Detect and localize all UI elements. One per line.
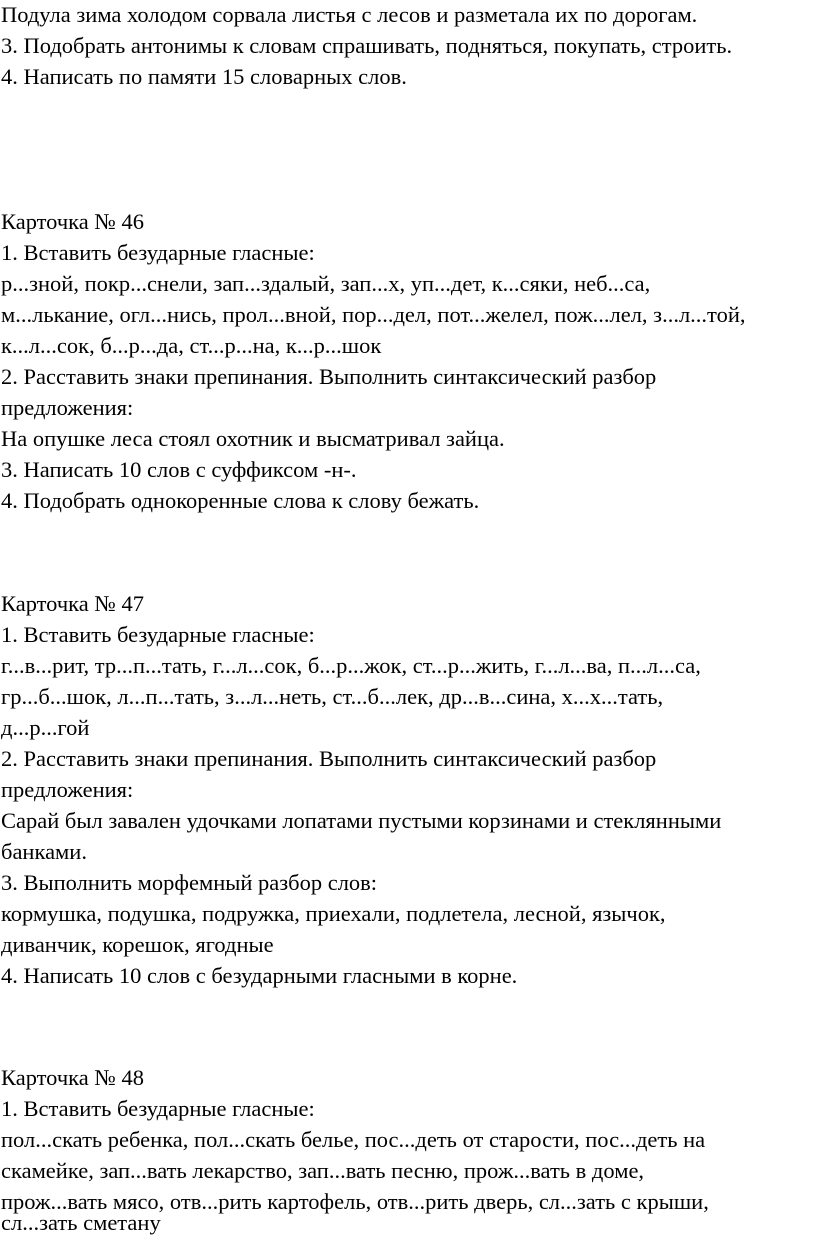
- card-47-task-4: 4. Написать 10 слов с безударными гласными в корне.: [1, 963, 518, 988]
- card-46-task-2: 2. Расставить знаки препинания. Выполнить синтаксический разбор: [1, 364, 657, 389]
- card-46-task-4: 4. Подобрать однокоренные слова к слову бежать.: [1, 488, 480, 513]
- card-48-task-1: 1. Вставить безударные гласные:: [1, 1096, 315, 1121]
- card-47-words-line-3: д...р...гой: [1, 715, 90, 740]
- card-47-title: Карточка № 47: [1, 591, 144, 616]
- card-47-task-3: 3. Выполнить морфемный разбор слов:: [1, 870, 378, 895]
- card-48-title: Карточка № 48: [1, 1065, 144, 1090]
- card-48-words-line-4: сл...зать сметану: [1, 1210, 161, 1235]
- card-46-words-line-3: к...л...сок, б...р...да, ст...р...на, к...р...шок: [1, 333, 382, 358]
- intro-sentence: Подула зима холодом сорвала листья с лесов и разметала их по дорогам.: [1, 2, 698, 27]
- card-48-words-line-1: пол...скать ребенка, пол...скать белье, пос...деть от старости, пос...деть на: [1, 1127, 706, 1152]
- card-46-task-1: 1. Вставить безударные гласные:: [1, 240, 315, 265]
- card-47-sentence-cont: банками.: [1, 839, 87, 864]
- card-46-words-line-2: м...лькание, огл...нись, прол...вной, пор...дел, пот...желел, пож...лел, з...л...той,: [1, 302, 746, 327]
- card-46-sentence: На опушке леса стоял охотник и высматривал зайца.: [1, 426, 505, 451]
- card-48-words-line-3: прож...вать мясо, отв...рить картофель, отв...рить дверь, сл...зать с крыши,: [1, 1189, 709, 1214]
- card-47-words-line-1: г...в...рит, тр...п...тать, г...л...сок, б...р...жок, ст...р...жить, г...л...ва, п...л...са,: [1, 653, 701, 678]
- intro-task-4: 4. Написать по памяти 15 словарных слов.: [1, 64, 407, 89]
- card-47-sentence: Сарай был завален удочками лопатами пустыми корзинами и стеклянными: [1, 808, 722, 833]
- card-47-task-1: 1. Вставить безударные гласные:: [1, 622, 315, 647]
- intro-task-3: 3. Подобрать антонимы к словам спрашивать, подняться, покупать, строить.: [1, 33, 733, 58]
- card-46-task-2-cont: предложения:: [1, 395, 134, 420]
- card-46-words-line-1: р...зной, покр...снели, зап...здалый, зап...х, уп...дет, к...сяки, неб...са,: [1, 271, 651, 296]
- card-47-words-line-2: гр...б...шок, л...п...тать, з...л...неть, ст...б...лек, др...в...сина, х...х...тать,: [1, 684, 664, 709]
- card-46-task-3: 3. Написать 10 слов с суффиксом -н-.: [1, 457, 357, 482]
- card-46-title: Карточка № 46: [1, 209, 144, 234]
- card-47-words-morph-2: диванчик, корешок, ягодные: [1, 932, 274, 957]
- card-47-words-morph-1: кормушка, подушка, подружка, приехали, подлетела, лесной, язычок,: [1, 901, 666, 926]
- card-47-task-2-cont: предложения:: [1, 777, 134, 802]
- card-47-task-2: 2. Расставить знаки препинания. Выполнить синтаксический разбор: [1, 746, 657, 771]
- card-48-words-line-2: скамейке, зап...вать лекарство, зап...вать песню, прож...вать в доме,: [1, 1158, 645, 1183]
